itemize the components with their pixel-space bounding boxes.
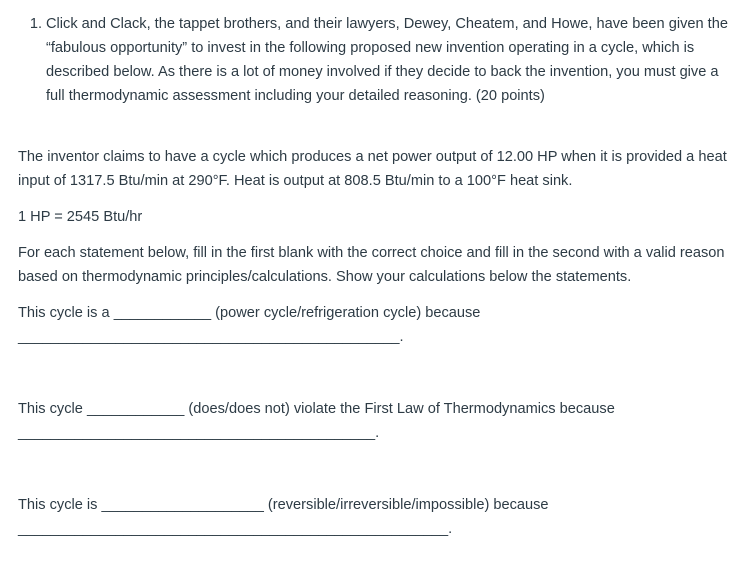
statement-first-law — [18, 397, 748, 421]
instructions-paragraph: For each statement below, fill in the first blank with the correct choice and fill in the second with a valid reason based on thermodynamic principles/calculations. Show your calculations below the statements. — [18, 245, 725, 285]
inventor-claim-paragraph: The inventor claims to have a cycle which produces a net power output of 12.00 HP when it is provided a heat input of 1317.5 Btu/min at 290°F. Heat is output at 808.5 Btu/min to a 100°F heat sink. — [18, 149, 727, 189]
statement-reversibility — [18, 493, 748, 517]
statement-prefix: This cycle is a — [18, 305, 110, 321]
statement-cycle-type — [18, 301, 748, 325]
question-number: 1. — [29, 16, 42, 32]
question-item — [18, 12, 728, 108]
statement-suffix: (does/does not) violate the First Law of Thermodynamics because — [188, 401, 615, 417]
answer-blank: ____________________ — [101, 497, 264, 513]
conversion-factor: 1 HP = 2545 Btu/hr — [18, 209, 143, 225]
reason-line: _______________________________________________. — [18, 329, 404, 345]
answer-blank: ____________ — [86, 401, 185, 417]
statement-prefix: This cycle — [18, 401, 83, 417]
reason-line: ____________________________________________. — [18, 425, 380, 441]
statement-suffix: (power cycle/refrigeration cycle) because — [215, 305, 481, 321]
question-text: Click and Clack, the tappet brothers, and their lawyers, Dewey, Cheatem, and Howe, have been given the “fabulous opportunity” to invest in the following proposed new invention operating in a cycle, which is described below. As there is a lot of money involved if they decide to back the invention, you must give a full thermodynamic assessment including your detailed reasoning. (20 points) — [46, 16, 728, 104]
reason-line: _____________________________________________________. — [18, 521, 453, 537]
statement-prefix: This cycle is — [18, 497, 98, 513]
statement-suffix: (reversible/irreversible/impossible) because — [267, 497, 549, 513]
answer-blank: ____________ — [113, 305, 212, 321]
